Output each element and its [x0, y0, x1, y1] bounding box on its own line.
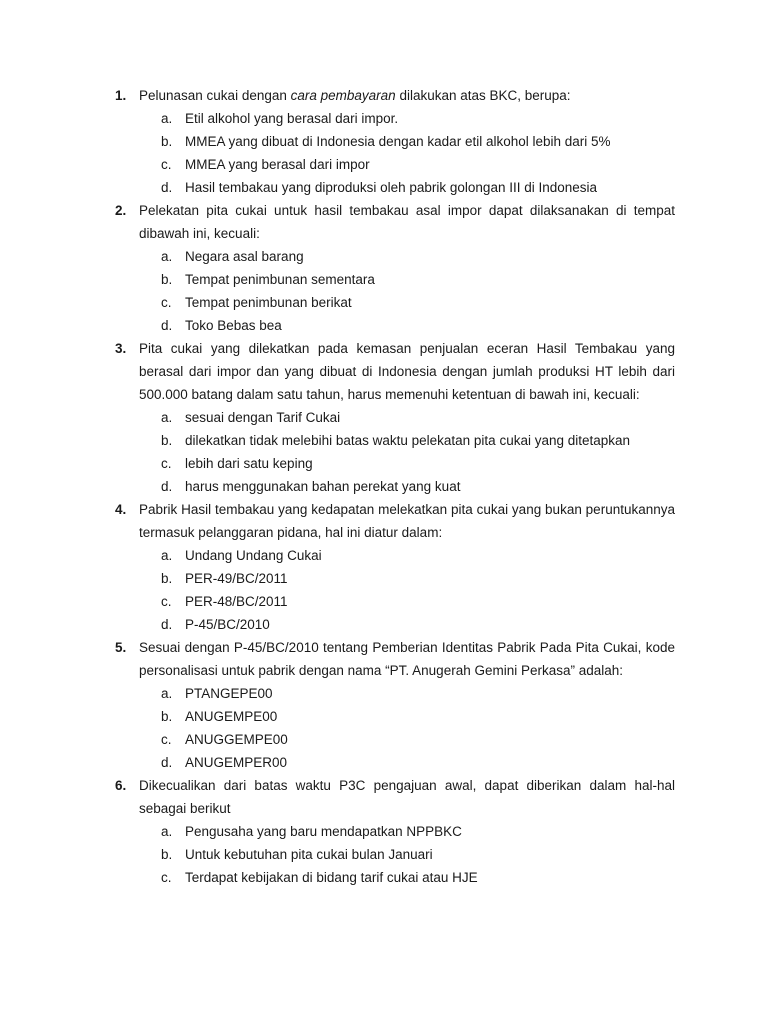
option-text: Toko Bebas bea — [185, 318, 282, 333]
option-text: harus menggunakan bahan perekat yang kuat — [185, 479, 461, 494]
answer-options — [139, 544, 675, 636]
option-letter: a. — [161, 686, 173, 701]
option-text: Untuk kebutuhan pita cukai bulan Januari — [185, 847, 433, 862]
answer-options — [139, 820, 675, 889]
option-letter: b. — [161, 272, 173, 287]
option-text: Negara asal barang — [185, 249, 304, 264]
question-number: 2. — [115, 203, 127, 218]
question-number: 6. — [115, 778, 127, 793]
option-text: MMEA yang dibuat di Indonesia dengan kadar etil alkohol lebih dari 5% — [185, 134, 611, 149]
option-text: sesuai dengan Tarif Cukai — [185, 410, 341, 425]
question-text-italic: cara pembayaran — [290, 88, 396, 103]
option-text: Pengusaha yang baru mendapatkan NPPBKC — [185, 824, 462, 839]
option-letter: b. — [161, 571, 173, 586]
option-text: Undang Undang Cukai — [185, 548, 322, 563]
option-letter: a. — [161, 410, 173, 425]
option-text: ANUGEMPE00 — [185, 709, 278, 724]
option-letter: c. — [161, 157, 172, 172]
question-text: Dikecualikan dari batas waktu P3C pengajuan awal, dapat diberikan dalam hal-hal sebagai berikut — [139, 778, 675, 816]
option-b — [139, 268, 675, 291]
option-a — [139, 820, 675, 843]
option-letter: a. — [161, 548, 173, 563]
question-number: 5. — [115, 640, 127, 655]
option-letter: c. — [161, 732, 172, 747]
option-text: ANUGGEMPE00 — [185, 732, 288, 747]
option-letter: d. — [161, 318, 173, 333]
option-b — [139, 429, 675, 452]
option-text: MMEA yang berasal dari impor — [185, 157, 370, 172]
option-d — [139, 176, 675, 199]
question-3 — [115, 337, 675, 498]
option-b — [139, 130, 675, 153]
option-text: Etil alkohol yang berasal dari impor. — [185, 111, 399, 126]
option-c — [139, 291, 675, 314]
option-c — [139, 590, 675, 613]
option-b — [139, 843, 675, 866]
answer-options — [139, 406, 675, 498]
question-text — [139, 84, 675, 107]
option-a — [139, 406, 675, 429]
question-number: 1. — [115, 88, 127, 103]
option-d — [139, 314, 675, 337]
answer-options — [139, 107, 675, 199]
option-letter: b. — [161, 433, 173, 448]
question-number: 3. — [115, 341, 127, 356]
option-text: P-45/BC/2010 — [185, 617, 270, 632]
option-text: PER-49/BC/2011 — [185, 571, 288, 586]
option-c — [139, 866, 675, 889]
option-text: Tempat penimbunan berikat — [185, 295, 352, 310]
option-d — [139, 475, 675, 498]
question-1 — [115, 84, 675, 199]
question-text: Sesuai dengan P-45/BC/2010 tentang Pemberian Identitas Pabrik Pada Pita Cukai, kode personalisasi untuk pabrik dengan nama “PT. Anugerah Gemini Perkasa” adalah: — [139, 640, 675, 678]
question-6 — [115, 774, 675, 889]
option-text: lebih dari satu keping — [185, 456, 313, 471]
question-text: Pabrik Hasil tembakau yang kedapatan melekatkan pita cukai yang bukan peruntukannya termasuk pelanggaran pidana, hal ini diatur dalam: — [139, 502, 675, 540]
option-a — [139, 245, 675, 268]
option-letter: d. — [161, 180, 173, 195]
option-letter: b. — [161, 847, 173, 862]
option-letter: d. — [161, 755, 173, 770]
question-5 — [115, 636, 675, 774]
question-text-end: dilakukan atas BKC, berupa: — [395, 88, 571, 103]
option-a — [139, 544, 675, 567]
option-text: Tempat penimbunan sementara — [185, 272, 375, 287]
question-2 — [115, 199, 675, 337]
answer-options — [139, 245, 675, 337]
question-4 — [115, 498, 675, 636]
option-text: Hasil tembakau yang diproduksi oleh pabrik golongan III di Indonesia — [185, 180, 598, 195]
option-letter: c. — [161, 456, 172, 471]
option-letter: d. — [161, 617, 173, 632]
option-text: PTANGEPE00 — [185, 686, 273, 701]
option-letter: b. — [161, 709, 173, 724]
option-b — [139, 705, 675, 728]
question-text: Pita cukai yang dilekatkan pada kemasan penjualan eceran Hasil Tembakau yang berasal dari impor dan yang dibuat di Indonesia dengan jumlah produksi HT lebih dari 500.000 batang dalam satu tahun, harus memenuhi ketentuan di bawah ini, kecuali: — [139, 341, 675, 402]
option-c — [139, 728, 675, 751]
option-a — [139, 107, 675, 130]
question-text: Pelekatan pita cukai untuk hasil tembakau asal impor dapat dilaksanakan di tempat dibawah ini, kecuali: — [139, 203, 675, 241]
question-text-start: Pelunasan cukai dengan — [139, 88, 291, 103]
option-text: ANUGEMPER00 — [185, 755, 288, 770]
option-letter: a. — [161, 249, 173, 264]
option-letter: d. — [161, 479, 173, 494]
option-d — [139, 751, 675, 774]
question-number: 4. — [115, 502, 127, 517]
option-text: PER-48/BC/2011 — [185, 594, 288, 609]
option-letter: b. — [161, 134, 173, 149]
option-d — [139, 613, 675, 636]
option-b — [139, 567, 675, 590]
option-letter: c. — [161, 870, 172, 885]
answer-options — [139, 682, 675, 774]
option-letter: a. — [161, 824, 173, 839]
option-letter: a. — [161, 111, 173, 126]
option-letter: c. — [161, 594, 172, 609]
option-letter: c. — [161, 295, 172, 310]
option-c — [139, 452, 675, 475]
option-a — [139, 682, 675, 705]
option-text: Terdapat kebijakan di bidang tarif cukai atau HJE — [185, 870, 478, 885]
option-text: dilekatkan tidak melebihi batas waktu pelekatan pita cukai yang ditetapkan — [185, 433, 631, 448]
option-c — [139, 153, 675, 176]
